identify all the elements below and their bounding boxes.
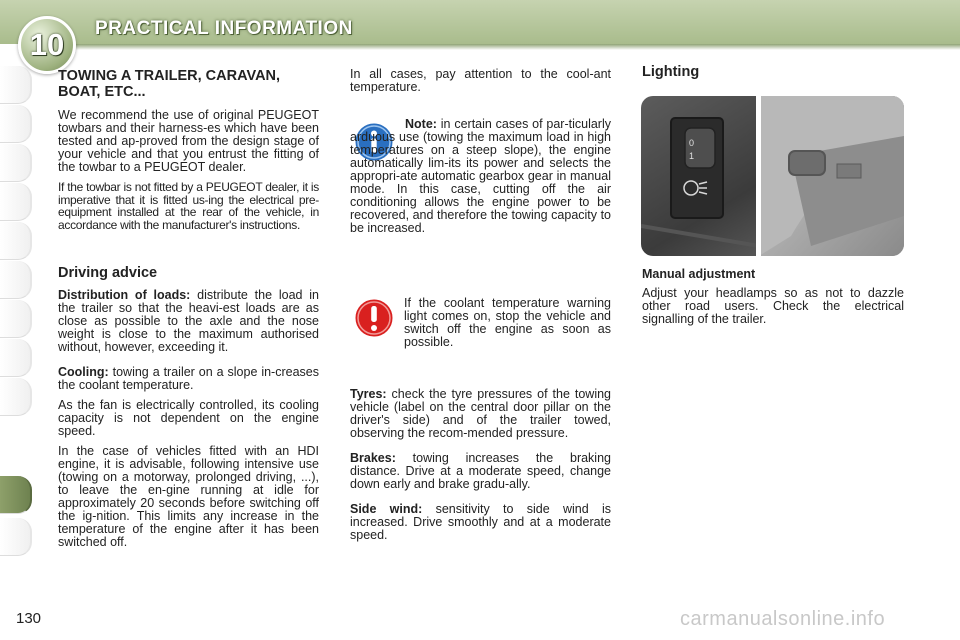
page-number: 130 xyxy=(16,610,42,627)
label-distribution: Distribution of loads: xyxy=(58,288,191,302)
chapter-tab-active[interactable] xyxy=(0,476,32,514)
left-column xyxy=(58,68,319,556)
paragraph-recommendation: We recommend the use of original PEUGEOT towbars and their harness-es which have been tested and ap-proved from the design stage of your vehicle and that you entrust the fitting of the towbar to a PEUGEOT dealer. xyxy=(58,108,319,174)
headlamp-adjuster-photo xyxy=(641,96,904,256)
chapter-tab[interactable] xyxy=(0,378,32,416)
chapter-tab[interactable] xyxy=(0,339,32,377)
warning-block xyxy=(404,297,611,356)
chapter-tab[interactable] xyxy=(0,66,32,104)
paragraph-note: Note: in certain cases of par-ticularly arduous use (towing the maximum load in high temperatures on a steep slope), the engine automatically lim-its its power and selects the appropri-ate automatic gearbox gear in manual mode. In this case, cutting off the air conditioning allows the engine power to be recovered, and therefore the towing capacity to be increased. xyxy=(350,117,611,235)
paragraph-fitting: If the towbar is not fitted by a PEUGEOT dealer, it is imperative that it is fitted us-ing the electrical pre-equipment installed at the rear of the vehicle, in accordance with the manufacturer's instructions. xyxy=(58,180,319,232)
svg-text:1: 1 xyxy=(689,151,695,161)
paragraph-tyres: Tyres: check the tyre pressures of the towing vehicle (label on the central door pillar on the driver's side) and of the trailer towed, observing the recom-mended pressure. xyxy=(350,387,611,440)
paragraph-warning: If the coolant temperature warning light comes on, stop the vehicle and switch off the engine as soon as possible. xyxy=(404,296,611,349)
chapter-tab[interactable] xyxy=(0,105,32,143)
section-heading-driving: Driving advice xyxy=(58,265,158,281)
label-cooling: Cooling: xyxy=(58,365,109,379)
section-heading-towing: TOWING A TRAILER, CARAVAN, BOAT, ETC... xyxy=(58,68,281,100)
paragraph-side-wind: Side wind: sensitivity to side wind is increased. Drive smoothly and at a moderate speed. xyxy=(350,502,611,542)
chapter-tabs xyxy=(0,66,32,578)
label-side-wind: Side wind: xyxy=(350,502,423,516)
svg-text:0: 0 xyxy=(689,138,695,148)
exclamation-icon xyxy=(354,298,394,338)
watermark: carmanualsonline.info xyxy=(680,608,886,630)
label-note: Note: xyxy=(405,117,437,131)
sub-heading-manual-adjustment: Manual adjustment xyxy=(642,267,756,281)
manual-adjustment-block xyxy=(642,268,904,333)
section-heading-lighting: Lighting xyxy=(642,64,700,80)
paragraph-fan: As the fan is electrically controlled, its cooling capacity is not dependent on the engine speed. xyxy=(58,398,319,438)
paragraph-headlamps: Adjust your headlamps so as not to dazzle other road users. Check the electrical signalling of the trailer. xyxy=(642,286,904,326)
right-heading-block xyxy=(642,66,904,79)
chapter-tab[interactable] xyxy=(0,183,32,221)
label-brakes: Brakes: xyxy=(350,451,396,465)
chapter-tab[interactable] xyxy=(0,222,32,260)
paragraph-coolant-intro: In all cases, pay attention to the cool-ant temperature. xyxy=(350,67,611,94)
chapter-number: 10 xyxy=(29,27,65,62)
page-title: PRACTICAL INFORMATION xyxy=(95,18,353,39)
chapter-tab[interactable] xyxy=(0,300,32,338)
paragraph-cooling: Cooling: towing a trailer on a slope in-creases the coolant temperature. xyxy=(58,365,319,392)
tyres-brakes-block xyxy=(350,388,611,549)
chapter-tab[interactable] xyxy=(0,144,32,182)
paragraph-distribution: Distribution of loads: distribute the load in the trailer so that the heavi-est loads are as close as possible to the axle and the nose weight is close to the maximum authorised without, however, exceeding it. xyxy=(58,288,319,354)
paragraph-hdi: In the case of vehicles fitted with an HDI engine, it is advisable, following intensive use (towing on a motorway, prolonged driving, ...), to leave the en-gine running at idle for approximately 20 seconds before switching off the ig-nition. This limits any increase in the temperature of the engine after it has been switched off. xyxy=(58,444,319,549)
note-block xyxy=(350,118,611,242)
chapter-tab[interactable] xyxy=(0,518,32,556)
header-shadow xyxy=(70,44,960,50)
middle-column xyxy=(350,68,611,101)
label-tyres: Tyres: xyxy=(350,387,387,401)
chapter-tab[interactable] xyxy=(0,261,32,299)
paragraph-brakes: Brakes: towing increases the braking distance. Drive at a moderate speed, change down early and brake gradu-ally. xyxy=(350,451,611,491)
